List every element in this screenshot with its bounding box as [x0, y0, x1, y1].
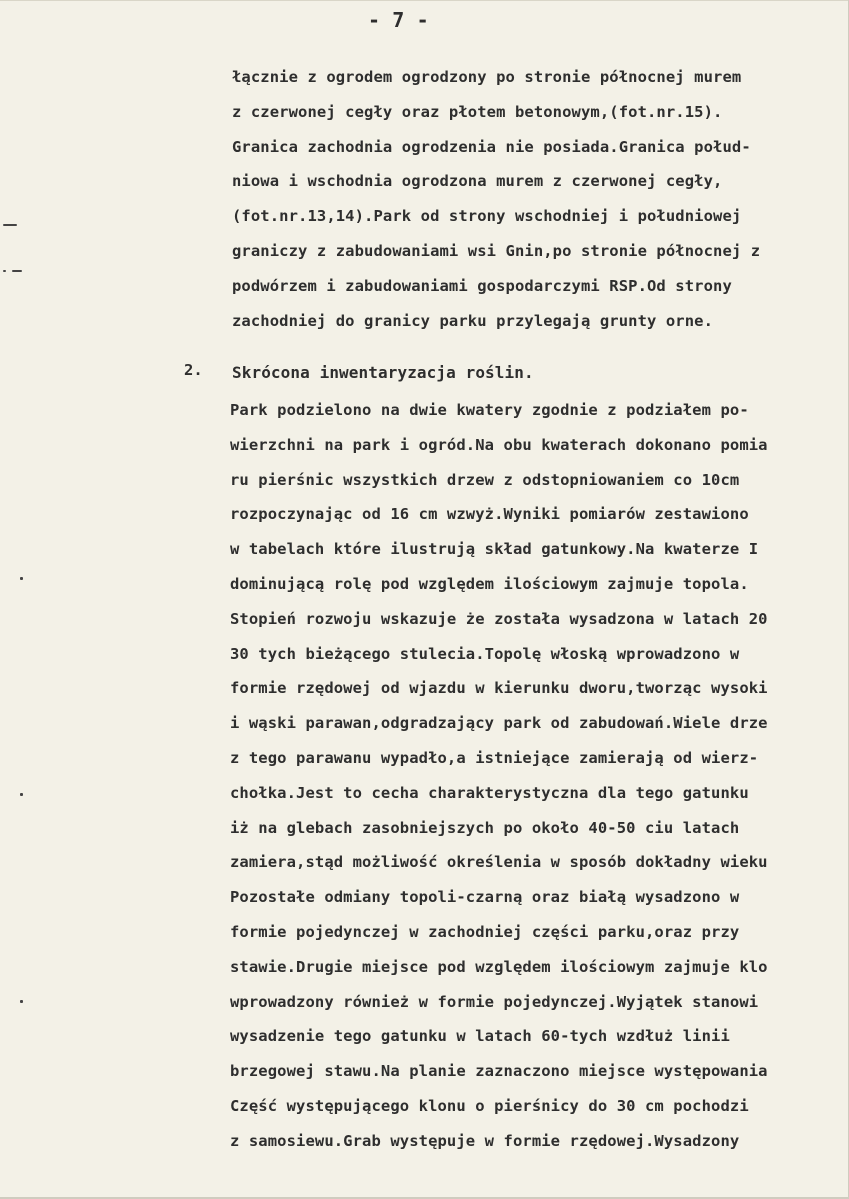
text-line: z czerwonej cegły oraz płotem betonowym,(fot.nr.15).	[232, 102, 723, 121]
text-line: i wąski parawan,odgradzający park od zabudowań.Wiele drze	[230, 714, 768, 733]
text-line: w tabelach które ilustrują skład gatunkowy.Na kwaterze I	[230, 540, 759, 559]
text-line: iż na glebach zasobniejszych po około 40-50 ciu latach	[230, 818, 740, 837]
text-line: wprowadzony również w formie pojedynczej.Wyjątek stanowi	[230, 992, 759, 1011]
text-line: zamiera,stąd możliwość określenia w sposób dokładny wieku	[230, 853, 768, 872]
text-line: Część występującego klonu o pierśnicy do 30 cm pochodzi	[230, 1096, 749, 1115]
text-line: graniczy z zabudowaniami wsi Gnin,po stronie północnej z	[232, 241, 761, 260]
margin-mark	[3, 224, 17, 226]
margin-mark	[12, 270, 22, 272]
text-line: zachodniej do granicy parku przylegają grunty orne.	[232, 311, 714, 330]
text-line: Granica zachodnia ogrodzenia nie posiada.Granica połud-	[232, 137, 751, 156]
section-number: 2.	[184, 361, 203, 379]
text-line: wysadzenie tego gatunku w latach 60-tych wzdłuż linii	[230, 1027, 730, 1046]
text-line: dominującą rolę pod względem ilościowym zajmuje topola.	[230, 574, 749, 593]
text-line: podwórzem i zabudowaniami gospodarczymi RSP.Od strony	[232, 276, 732, 295]
text-line: Park podzielono na dwie kwatery zgodnie z podziałem po-	[230, 401, 749, 419]
margin-mark	[20, 1000, 23, 1003]
text-line: rozpoczynając od 16 cm wzwyż.Wyniki pomiarów zestawiono	[230, 505, 749, 524]
intro-paragraph	[232, 60, 760, 338]
text-line: brzegowej stawu.Na planie zaznaczono miejsce występowania	[230, 1062, 768, 1081]
margin-mark	[20, 793, 23, 796]
text-line: z samosiewu.Grab występuje w formie rzędowej.Wysadzony	[230, 1131, 740, 1150]
text-line: wierzchni na park i ogród.Na obu kwaterach dokonano pomia	[230, 435, 768, 454]
text-line: (fot.nr.13,14).Park od strony wschodniej i południowej	[232, 207, 742, 226]
margin-mark	[20, 577, 23, 580]
page-number: - 7 -	[368, 8, 429, 32]
text-line: chołka.Jest to cecha charakterystyczna dla tego gatunku	[230, 783, 749, 802]
section-title: Skrócona inwentaryzacja roślin.	[232, 363, 534, 382]
text-line: stawie.Drugie miejsce pod względem ilościowym zajmuje klo	[230, 957, 768, 976]
text-line: z tego parawanu wypadło,a istniejące zamierają od wierz-	[230, 748, 759, 767]
margin-mark	[3, 270, 6, 272]
text-line: ru pierśnic wszystkich drzew z odstopniowaniem co 10cm	[230, 470, 740, 489]
page-edge-top	[0, 0, 849, 1]
text-line: Stopień rozwoju wskazuje że została wysadzona w latach 20	[230, 609, 768, 628]
section-body	[230, 393, 768, 1159]
text-line: łącznie z ogrodem ogrodzony po stronie północnej murem	[232, 68, 742, 86]
text-line: Pozostałe odmiany topoli-czarną oraz białą wysadzono w	[230, 888, 740, 907]
text-line: 30 tych bieżącego stulecia.Topolę włoską wprowadzono w	[230, 644, 740, 663]
text-line: formie rzędowej od wjazdu w kierunku dworu,tworząc wysoki	[230, 679, 768, 698]
text-line: formie pojedynczej w zachodniej części parku,oraz przy	[230, 922, 740, 941]
text-line: niowa i wschodnia ogrodzona murem z czerwonej cegły,	[232, 172, 723, 191]
